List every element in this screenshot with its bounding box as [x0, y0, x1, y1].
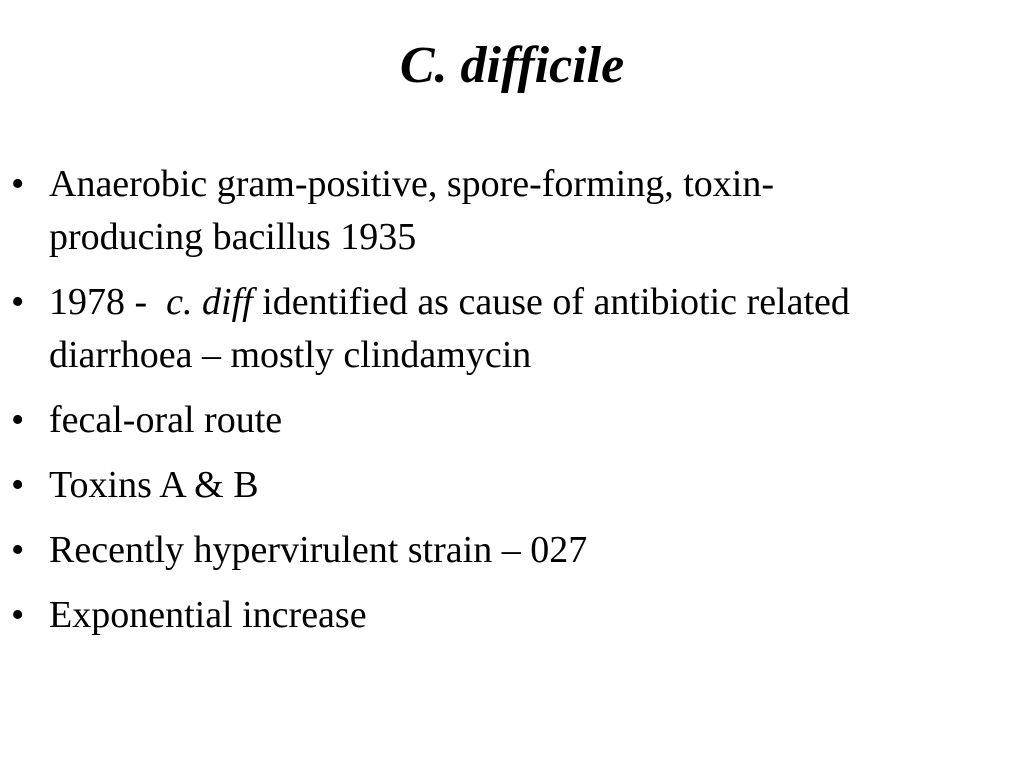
bullet-item — [0, 394, 1024, 447]
bullet-text: Exponential increase — [49, 594, 367, 636]
bullet-text: Toxins A & B — [49, 464, 259, 506]
bullet-text-continued: producing bacillus 1935 — [49, 216, 417, 258]
bullet-item — [0, 589, 1024, 642]
bullet-icon: • — [11, 594, 25, 636]
bullet-icon: • — [11, 529, 25, 571]
bullet-icon: • — [11, 464, 25, 506]
bullet-text-continued: diarrhoea – mostly clindamycin — [49, 334, 532, 376]
bullet-icon: • — [11, 281, 25, 323]
bullet-item — [0, 459, 1024, 512]
bullet-text: Recently hypervirulent strain – 027 — [49, 529, 588, 571]
bullet-item — [0, 524, 1024, 577]
bullet-text-italic: c. diff — [166, 281, 253, 323]
slide-title: C. difficile — [399, 37, 625, 94]
bullet-icon: • — [11, 399, 25, 441]
bullet-text: fecal-oral route — [49, 399, 283, 441]
bullet-list — [0, 158, 1024, 654]
bullet-text-suffix: identified as cause of antibiotic related — [262, 281, 850, 323]
bullet-item — [0, 276, 1024, 382]
bullet-item — [0, 158, 1024, 264]
bullet-text — [49, 276, 1014, 329]
bullet-icon: • — [11, 163, 25, 205]
bullet-text: Anaerobic gram-positive, spore-forming, toxin- — [49, 163, 774, 205]
bullet-text-prefix: 1978 - — [49, 281, 148, 323]
